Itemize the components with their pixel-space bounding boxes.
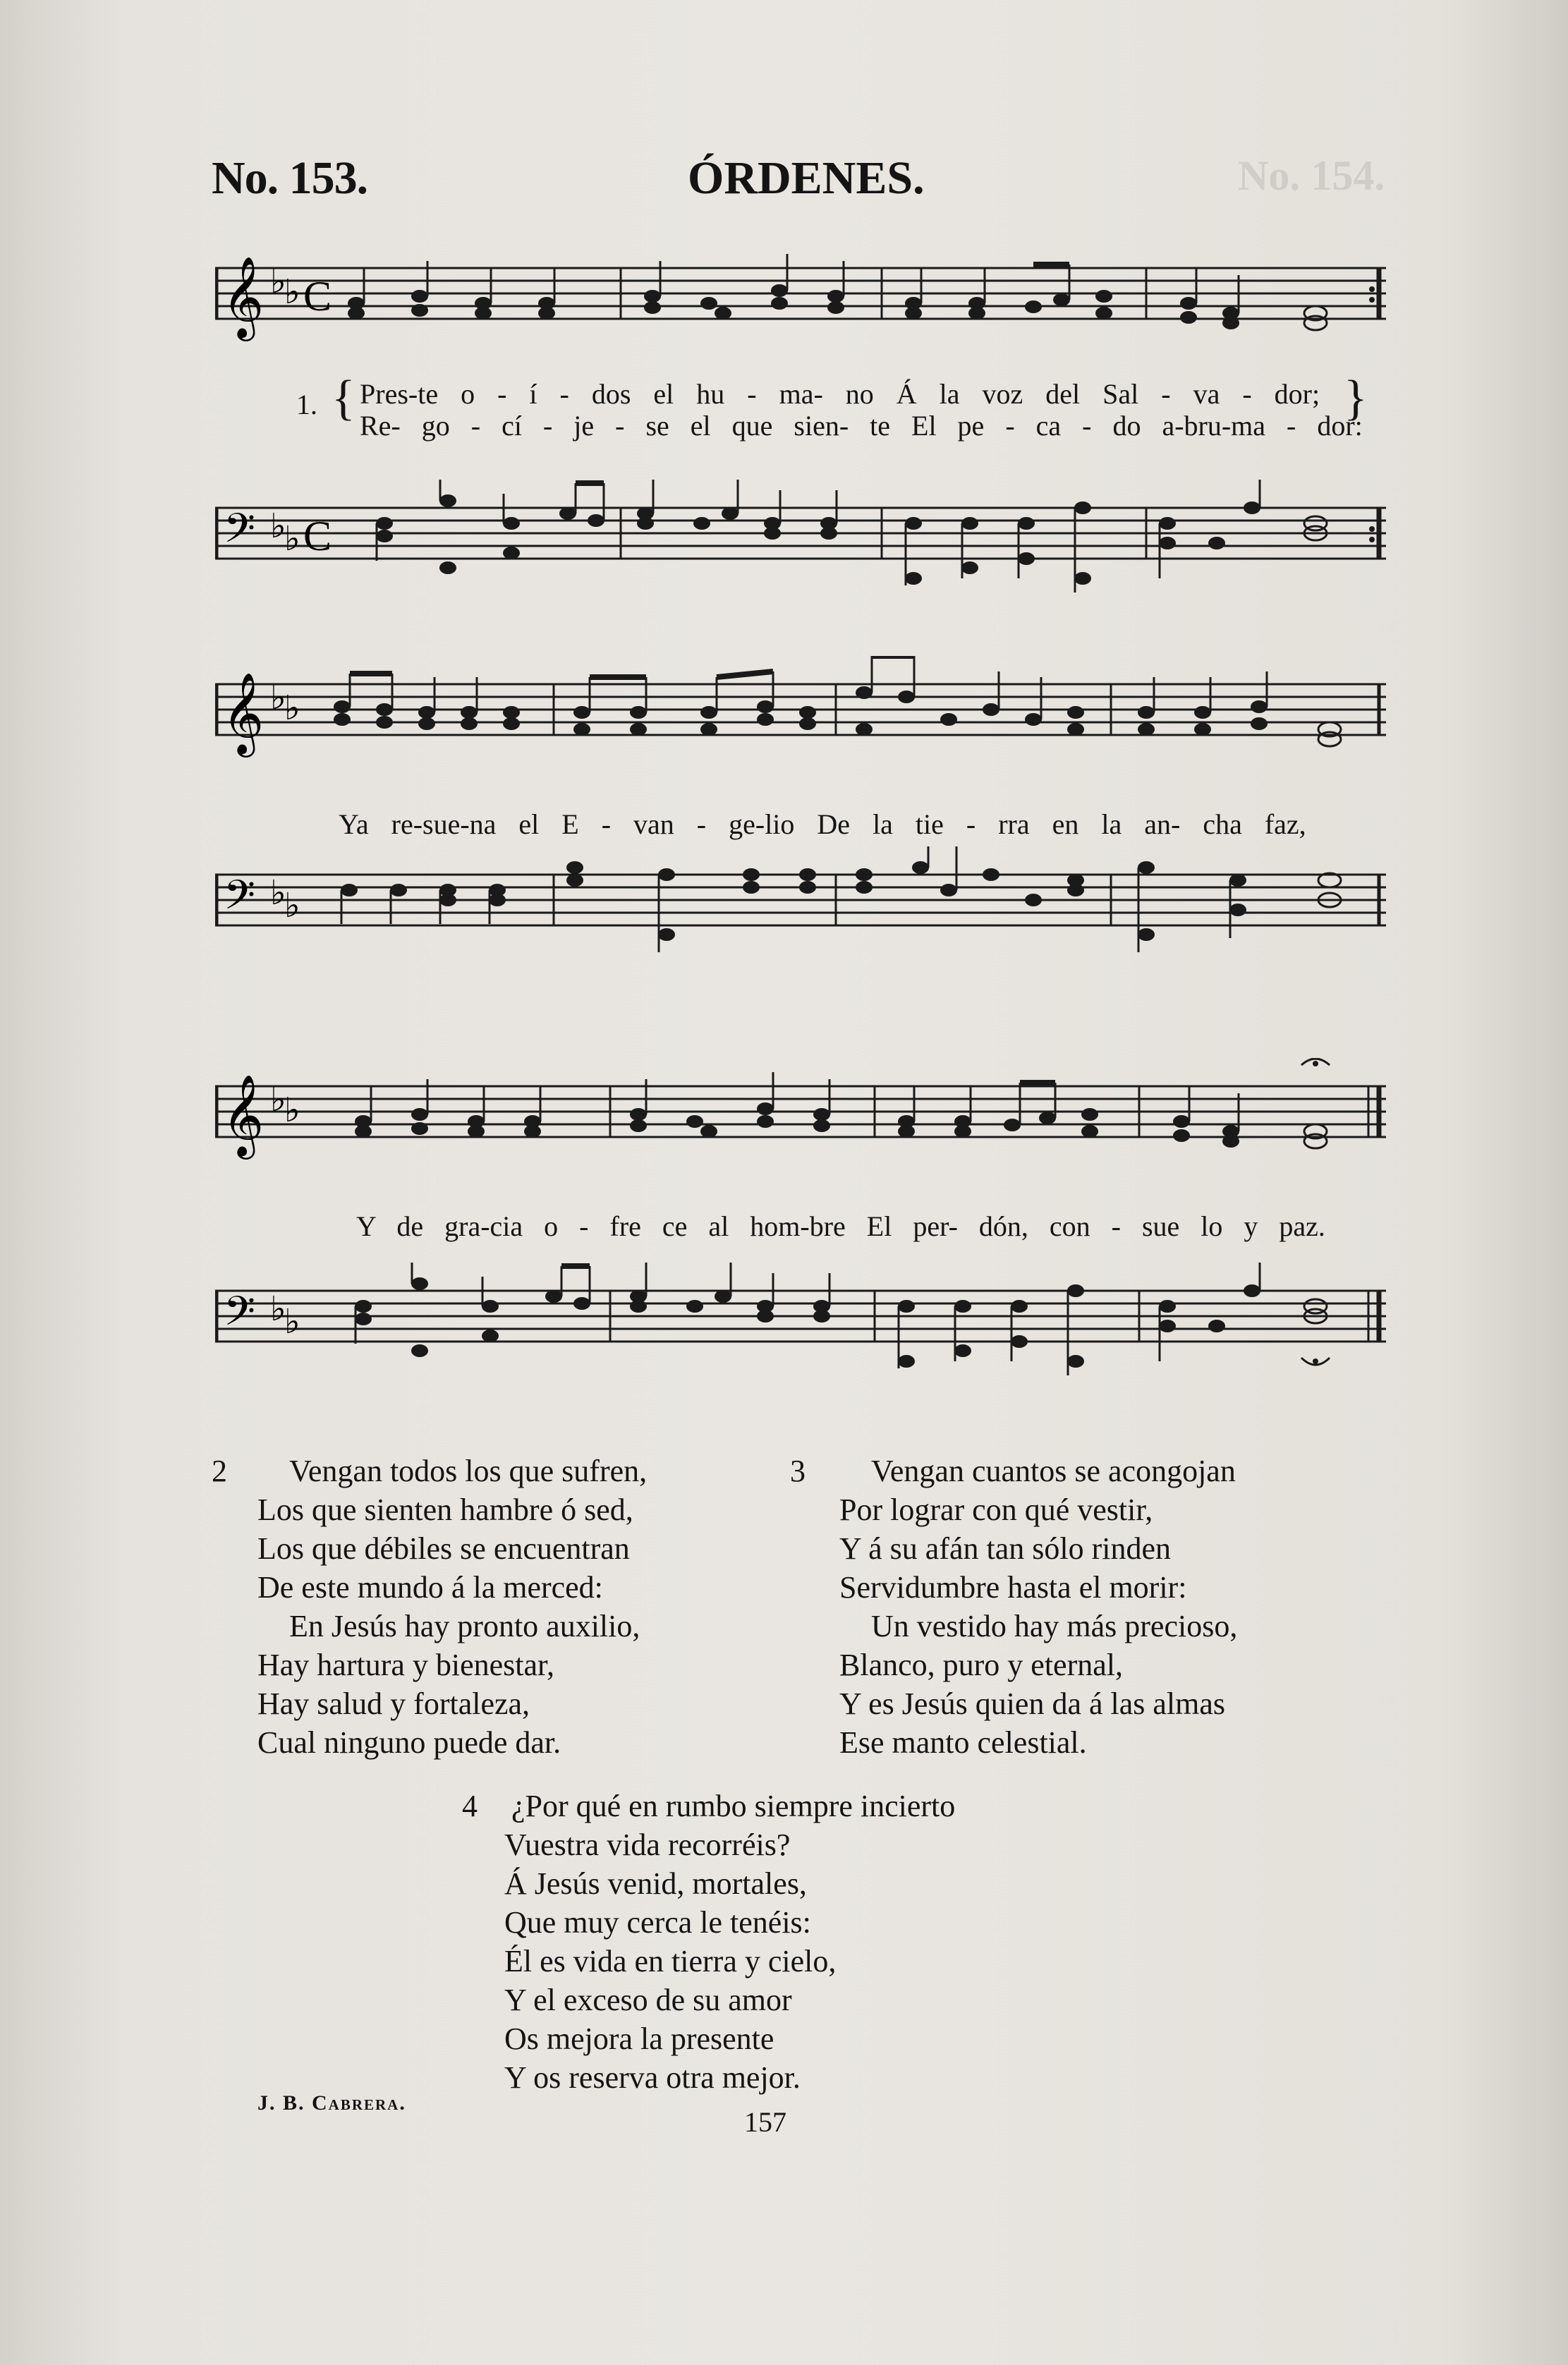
bass-staff-1 xyxy=(215,480,1386,621)
hymn-title: ÓRDENES. xyxy=(688,152,925,204)
verse-2 xyxy=(257,1452,647,1762)
verse-line: Os mejora la presente xyxy=(504,2022,774,2056)
svg-text:♭: ♭ xyxy=(284,519,300,559)
svg-text:𝄞: 𝄞 xyxy=(222,1074,265,1156)
svg-text:C: C xyxy=(303,513,332,559)
verse-line: Vengan cuantos se acongojan xyxy=(871,1454,1236,1488)
hymn-number: No. 153. xyxy=(212,152,368,204)
lyrics-line-1a: Pres-te o - í - dos el hu - ma- no Á la voz del Sal - va - dor; xyxy=(360,378,1320,410)
verse-line: Hay hartura y bienestar, xyxy=(257,1648,554,1682)
verse-line: Los que sienten hambre ó sed, xyxy=(257,1492,633,1527)
verse-line: Hay salud y fortaleza, xyxy=(257,1686,530,1721)
verse-line: Que muy cerca le tenéis: xyxy=(504,1905,811,1940)
svg-text:♭: ♭ xyxy=(284,272,300,312)
verse-line: Á Jesús venid, mortales, xyxy=(504,1866,807,1901)
verse-line: Vengan todos los que sufren, xyxy=(289,1454,648,1488)
treble-staff-2 xyxy=(215,656,1386,776)
svg-text:𝄢: 𝄢 xyxy=(224,504,256,562)
verse-line: Por lograr con qué vestir, xyxy=(839,1492,1153,1527)
svg-text:C: C xyxy=(303,273,332,320)
verse-line: Los que débiles se encuentran xyxy=(257,1531,630,1566)
verse-line: En Jesús hay pronto auxilio, xyxy=(289,1609,640,1643)
page-number: 157 xyxy=(744,2106,786,2138)
treble-staff-1 xyxy=(215,240,1386,360)
verse-line: Y os reserva otra mejor. xyxy=(504,2060,801,2095)
music-system-2 xyxy=(215,656,1386,995)
verse-line: Servidumbre hasta el morir: xyxy=(839,1570,1187,1605)
verse-line: Blanco, puro y eternal, xyxy=(839,1648,1123,1682)
verse-3 xyxy=(839,1452,1237,1762)
verse-4 xyxy=(504,1787,955,2097)
svg-text:♭: ♭ xyxy=(270,678,286,717)
lyrics-line-3: Y de gra-cia o - fre ce al hom-bre El per- dón, con - sue lo y paz. xyxy=(356,1210,1325,1242)
verse-line: Y á su afán tan sólo rinden xyxy=(839,1531,1172,1566)
lyrics-line-2: Ya re-sue-na el E - van - ge-lio De la tie - rra en la an- cha faz, xyxy=(339,808,1306,840)
svg-text:♭: ♭ xyxy=(284,886,300,925)
verse-line: De este mundo á la merced: xyxy=(257,1570,603,1605)
verse-line: Él es vida en tierra y cielo, xyxy=(504,1944,837,1978)
verse-number-2: 2 xyxy=(212,1454,227,1488)
treble-staff-3 xyxy=(215,1058,1386,1178)
svg-text:𝄞: 𝄞 xyxy=(222,255,265,338)
svg-text:♭: ♭ xyxy=(284,688,300,728)
verse-number-4: 4 xyxy=(462,1789,478,1823)
svg-text:𝄞: 𝄞 xyxy=(222,671,265,754)
right-brace: } xyxy=(1344,371,1368,425)
left-brace: { xyxy=(332,371,355,425)
svg-text:♭: ♭ xyxy=(270,506,286,546)
svg-text:♭: ♭ xyxy=(284,1090,300,1130)
svg-text:♭: ♭ xyxy=(270,262,286,301)
music-system-1 xyxy=(215,240,1386,621)
verse-line: Cual ninguno puede dar. xyxy=(257,1725,561,1760)
verse-number-3: 3 xyxy=(790,1454,806,1488)
bass-staff-2 xyxy=(215,846,1386,987)
verse-line: Y es Jesús quien da á las almas xyxy=(839,1686,1226,1721)
verse-line: Un vestido hay más precioso, xyxy=(871,1609,1238,1643)
verse-line: Ese manto celestial. xyxy=(839,1725,1087,1760)
author-credit: J. B. Cabrera. xyxy=(257,2091,406,2115)
music-system-3 xyxy=(215,1058,1386,1425)
svg-text:𝄢: 𝄢 xyxy=(224,871,256,929)
svg-text:𝄢: 𝄢 xyxy=(224,1287,256,1345)
bleed-through-text: No. 154. xyxy=(1238,152,1385,199)
bass-staff-3 xyxy=(215,1263,1386,1418)
verse-line: ¿Por qué en rumbo siempre incierto xyxy=(511,1789,956,1823)
svg-text:♭: ♭ xyxy=(270,873,286,913)
verse-line: Y el exceso de su amor xyxy=(504,1983,792,2017)
svg-text:♭: ♭ xyxy=(284,1302,300,1342)
verse-number-1: 1. xyxy=(296,389,317,420)
svg-text:♭: ♭ xyxy=(270,1080,286,1119)
verse-line: Vuestra vida recorréis? xyxy=(504,1828,791,1862)
svg-text:♭: ♭ xyxy=(270,1289,286,1329)
lyrics-line-1b: Re- go - cí - je - se el que sien- te El pe - ca - do a-bru-ma - dor: xyxy=(360,410,1363,442)
